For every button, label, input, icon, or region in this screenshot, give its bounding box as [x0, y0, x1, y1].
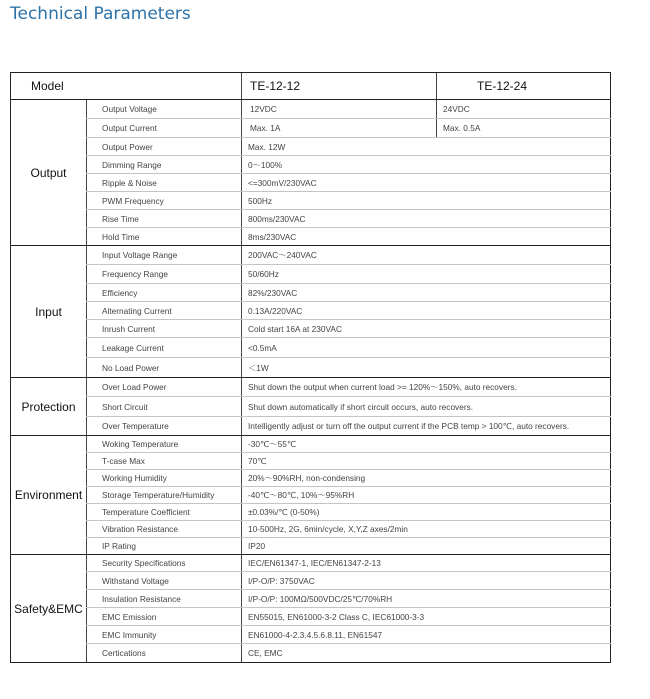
- param-value: 0～100%: [242, 156, 611, 174]
- param-value: -40℃～80℃, 10%～95%RH: [242, 487, 611, 504]
- param-name: Ripple & Noise: [87, 174, 242, 192]
- table-row: [11, 555, 611, 572]
- group-environment: Environment: [11, 436, 87, 555]
- param-value: 500Hz: [242, 192, 611, 210]
- table-row: [11, 284, 611, 302]
- param-value: <=300mV/230VAC: [242, 174, 611, 192]
- table-row: [11, 378, 611, 397]
- model-label: Model: [11, 73, 242, 100]
- table-row: [11, 174, 611, 192]
- param-value: 82%/230VAC: [242, 284, 611, 302]
- param-name: Frequency Range: [87, 265, 242, 284]
- table-row: [11, 590, 611, 608]
- group-protection: Protection: [11, 378, 87, 436]
- param-name: Output Power: [87, 138, 242, 156]
- param-value: Shut down automatically if short circuit occurs, auto recovers.: [242, 397, 611, 417]
- table-row: [11, 320, 611, 338]
- param-value: 10-500Hz, 2G, 6min/cycle, X,Y,Z axes/2min: [242, 521, 611, 538]
- param-value: 800ms/230VAC: [242, 210, 611, 228]
- param-value: Cold start 16A at 230VAC: [242, 320, 611, 338]
- param-name: Output Current: [87, 119, 242, 138]
- param-name: Output Voltage: [87, 100, 242, 119]
- param-value-b: 24VDC: [437, 100, 611, 119]
- table-row: [11, 192, 611, 210]
- param-name: Working Humidity: [87, 470, 242, 487]
- param-name: Woking Temperature: [87, 436, 242, 453]
- param-value: ＜1W: [242, 358, 611, 378]
- table-row: [11, 397, 611, 417]
- table-row: [11, 228, 611, 246]
- table-row: [11, 436, 611, 453]
- table-row: [11, 338, 611, 358]
- table-row: [11, 644, 611, 663]
- table-row: [11, 626, 611, 644]
- spec-table: [10, 72, 611, 663]
- param-name: Storage Temperature/Humidity: [87, 487, 242, 504]
- table-row: [11, 210, 611, 228]
- page-title: Technical Parameters: [10, 4, 191, 24]
- table-row: [11, 265, 611, 284]
- table-row: [11, 470, 611, 487]
- table-row: [11, 138, 611, 156]
- param-name: IP Rating: [87, 538, 242, 555]
- param-name: No Load Power: [87, 358, 242, 378]
- param-value: 0.13A/220VAC: [242, 302, 611, 320]
- param-name: Efficiency: [87, 284, 242, 302]
- param-value: -30℃～55℃: [242, 436, 611, 453]
- param-name: PWM Frequency: [87, 192, 242, 210]
- param-value: 20%～90%RH, non-condensing: [242, 470, 611, 487]
- param-value: I/P-O/P: 3750VAC: [242, 572, 611, 590]
- model-col-b: TE-12-24: [437, 73, 611, 100]
- group-output: Output: [11, 100, 87, 246]
- param-name: Insulation Resistance: [87, 590, 242, 608]
- param-name: Rise Time: [87, 210, 242, 228]
- param-value-a: 12VDC: [242, 100, 437, 119]
- param-value: I/P-O/P: 100MΩ/500VDC/25℃/70%RH: [242, 590, 611, 608]
- param-value: Shut down the output when current load >= 120%～150%, auto recovers.: [242, 378, 611, 397]
- param-value: ±0.03%/℃ (0-50%): [242, 504, 611, 521]
- param-value: 8ms/230VAC: [242, 228, 611, 246]
- param-name: EMC Emission: [87, 608, 242, 626]
- param-name: Security Specifications: [87, 555, 242, 572]
- param-value: EN55015, EN61000-3-2 Class C, IEC61000-3-3: [242, 608, 611, 626]
- param-name: Hold Time: [87, 228, 242, 246]
- param-name: Vibration Resistance: [87, 521, 242, 538]
- param-name: T-case Max: [87, 453, 242, 470]
- model-col-a: TE-12-12: [242, 73, 437, 100]
- table-row: [11, 504, 611, 521]
- param-name: Input Voltage Range: [87, 246, 242, 265]
- table-row: [11, 608, 611, 626]
- table-row: [11, 572, 611, 590]
- param-name: Inrush Current: [87, 320, 242, 338]
- param-name: Dimming Range: [87, 156, 242, 174]
- table-row: [11, 358, 611, 378]
- param-value: Intelligently adjust or turn off the output current if the PCB temp > 100℃, auto recovers.: [242, 417, 611, 436]
- param-name: Over Load Power: [87, 378, 242, 397]
- group-safety-emc: Safety&EMC: [11, 555, 87, 663]
- param-name: Certications: [87, 644, 242, 663]
- table-row: [11, 100, 611, 119]
- table-row: [11, 302, 611, 320]
- param-value-b: Max. 0.5A: [437, 119, 611, 138]
- param-name: Temperature Coefficient: [87, 504, 242, 521]
- param-value: CE, EMC: [242, 644, 611, 663]
- table-row: [11, 453, 611, 470]
- table-row: [11, 521, 611, 538]
- group-input: Input: [11, 246, 87, 378]
- param-value: <0.5mA: [242, 338, 611, 358]
- param-name: Withstand Voltage: [87, 572, 242, 590]
- table-header-row: [11, 73, 611, 100]
- param-name: Alternating Current: [87, 302, 242, 320]
- table-row: [11, 538, 611, 555]
- param-value: EN61000-4-2.3.4.5.6.8.11, EN61547: [242, 626, 611, 644]
- param-name: EMC Immunity: [87, 626, 242, 644]
- param-value: 200VAC～240VAC: [242, 246, 611, 265]
- table-row: [11, 246, 611, 265]
- param-value: Max. 12W: [242, 138, 611, 156]
- param-value: 70℃: [242, 453, 611, 470]
- table-row: [11, 487, 611, 504]
- table-row: [11, 156, 611, 174]
- table-row: [11, 119, 611, 138]
- param-value: IP20: [242, 538, 611, 555]
- param-name: Short Circuit: [87, 397, 242, 417]
- param-value: IEC/EN61347-1, IEC/EN61347-2-13: [242, 555, 611, 572]
- param-name: Over Temperature: [87, 417, 242, 436]
- param-name: Leakage Current: [87, 338, 242, 358]
- param-value: 50/60Hz: [242, 265, 611, 284]
- param-value-a: Max. 1A: [242, 119, 437, 138]
- table-row: [11, 417, 611, 436]
